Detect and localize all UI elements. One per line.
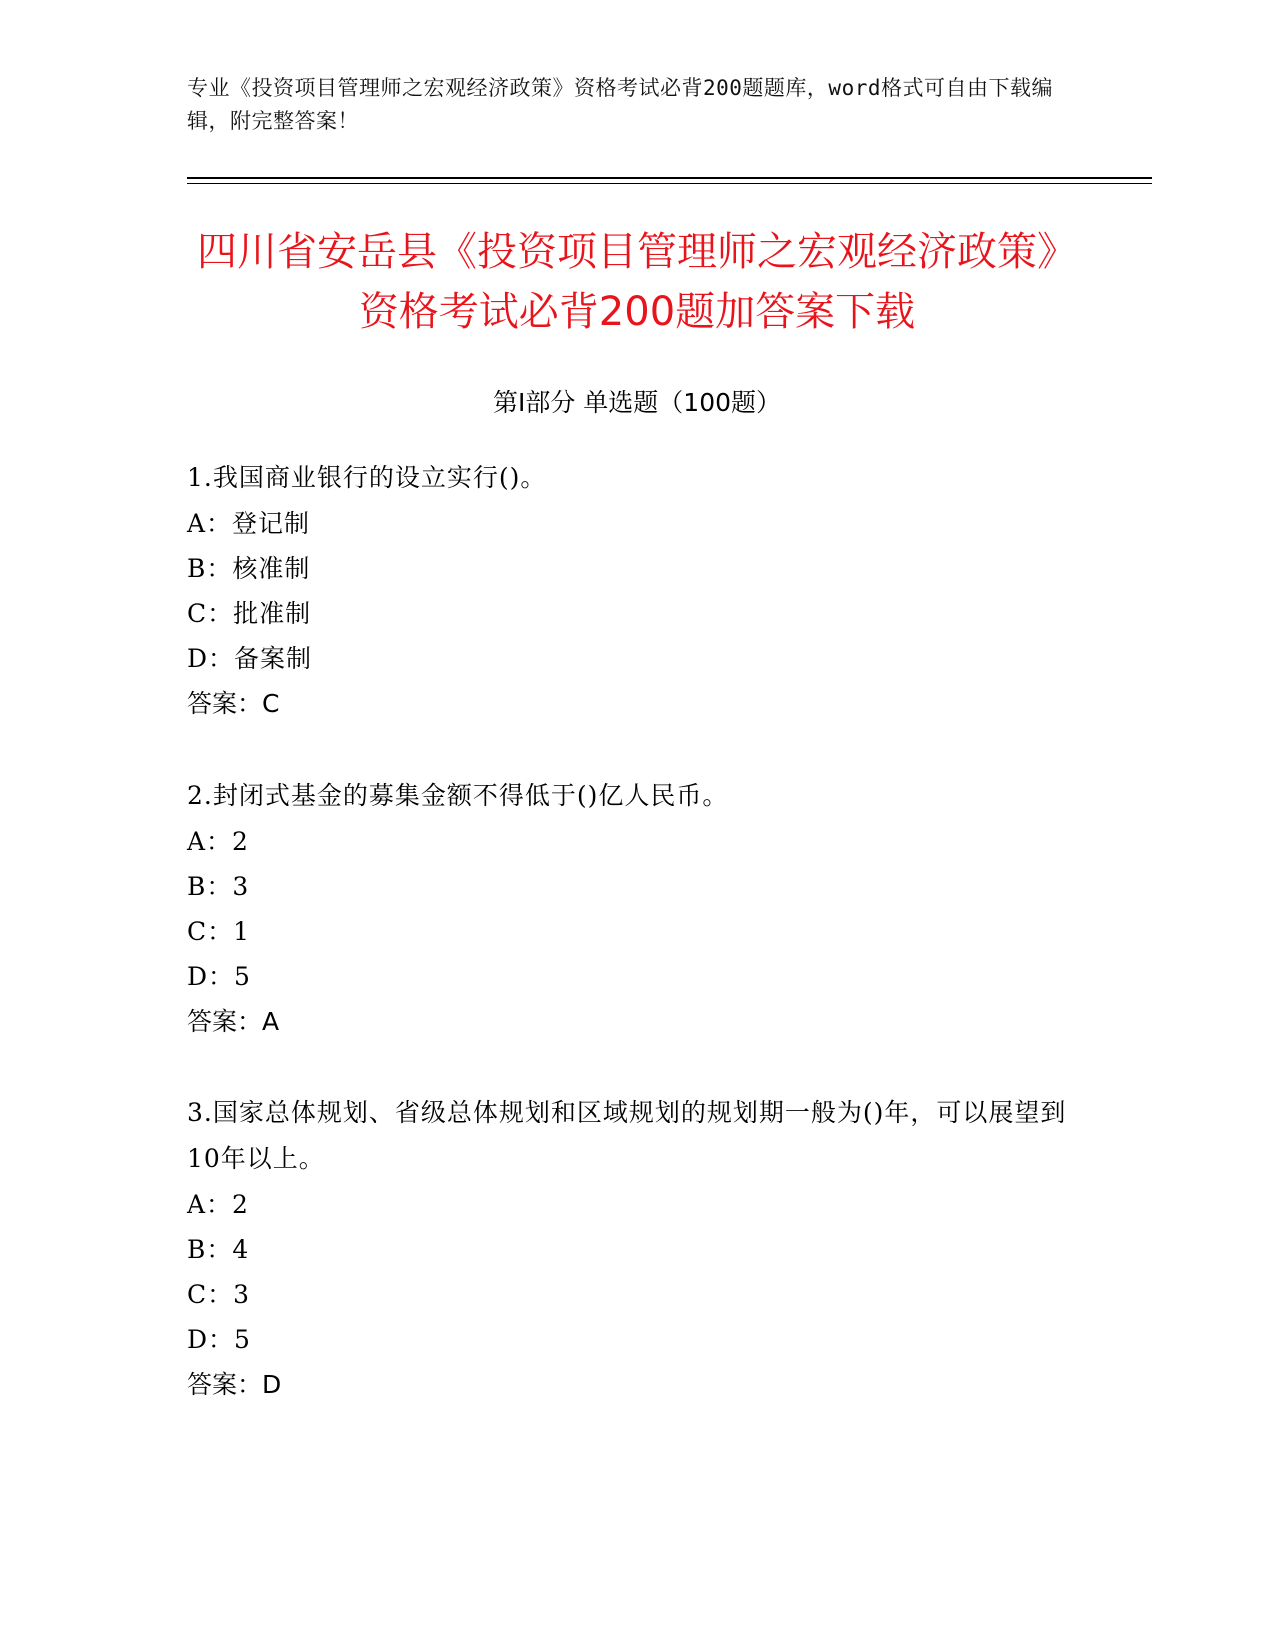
answer-line: 答案：A	[187, 1007, 280, 1036]
header-note: 专业《投资项目管理师之宏观经济政策》资格考试必背200题题库，word格式可自由下载编辑，附完整答案！	[187, 76, 1053, 133]
option-c: C：批准制	[187, 599, 312, 628]
option-d: D：5	[187, 962, 251, 991]
option-a: A：登记制	[187, 509, 311, 538]
question-2	[187, 773, 1067, 1045]
option-d: D：5	[187, 1325, 251, 1354]
option-b: B：核准制	[187, 554, 311, 583]
answer-line: 答案：D	[187, 1370, 282, 1399]
option-a: A：2	[187, 1190, 249, 1219]
question-stem: 3.国家总体规划、省级总体规划和区域规划的规划期一般为()年，可以展望到10年以上。	[187, 1098, 1067, 1173]
option-c: C：1	[187, 917, 251, 946]
document-title: 四川省安岳县《投资项目管理师之宏观经济政策》资格考试必背200题加答案下载	[197, 229, 1077, 335]
option-a: A：2	[187, 827, 249, 856]
section-title: 第Ⅰ部分 单选题（100题）	[492, 388, 782, 417]
option-d: D：备案制	[187, 644, 313, 673]
option-b: B：3	[187, 872, 250, 901]
answer-line: 答案：C	[187, 689, 280, 718]
question-3	[187, 1090, 1067, 1408]
option-b: B：4	[187, 1235, 250, 1264]
question-stem: 2.封闭式基金的募集金额不得低于()亿人民币。	[187, 781, 729, 810]
option-c: C：3	[187, 1280, 251, 1309]
header-divider-thick	[187, 177, 1152, 179]
header-divider-thin	[187, 183, 1152, 184]
question-1	[187, 455, 1067, 727]
question-stem: 1.我国商业银行的设立实行()。	[187, 463, 547, 492]
